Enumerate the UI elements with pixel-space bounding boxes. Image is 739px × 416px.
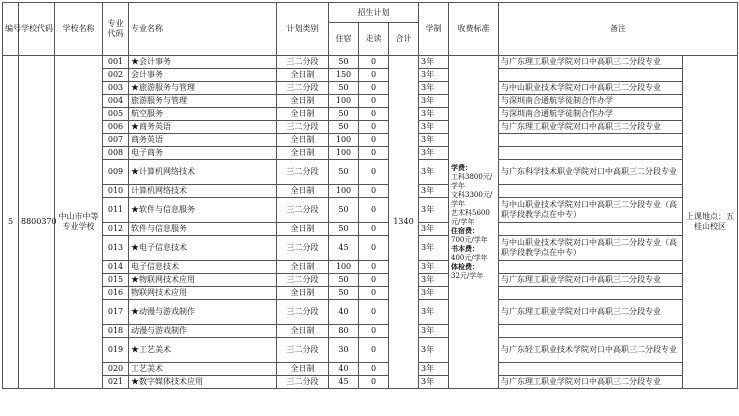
major-name: ★电子信息技术 — [129, 236, 277, 261]
day-count: 0 — [359, 236, 389, 261]
major-name: ★旅游服务与管理 — [129, 82, 277, 95]
remark: 与广东理工职业学院对口中高职三二分段专业 — [499, 376, 683, 389]
day-count: 0 — [359, 185, 389, 198]
years: 3年 — [419, 363, 449, 376]
years: 3年 — [419, 325, 449, 338]
remark: 与广东理工职业学院对口中高职三二分段专业 — [499, 300, 683, 325]
board-count: 100 — [329, 134, 359, 147]
major-name: ★工艺美术 — [129, 338, 277, 363]
major-code: 014 — [103, 261, 129, 274]
day-count: 0 — [359, 56, 389, 69]
school-code: 8800370 — [19, 56, 55, 389]
table-row — [3, 338, 738, 351]
major-name: 动漫与游戏制作 — [129, 325, 277, 338]
major-name: 旅游服务与管理 — [129, 95, 277, 108]
remark: 与深圳南合通航学徒制合作办学 — [499, 108, 683, 121]
plan-type: 全日制 — [277, 108, 329, 121]
table-row — [3, 287, 738, 300]
day-count: 0 — [359, 287, 389, 300]
table-row — [3, 134, 738, 147]
board-count: 40 — [329, 363, 359, 376]
major-code: 007 — [103, 134, 129, 147]
board-count: 50 — [329, 56, 359, 69]
tuition-eng: 工科3800元/学年 — [451, 172, 493, 190]
board-count: 45 — [329, 236, 359, 261]
remark: 与中山职业技术学院对口中高职三二分段专业（高职学段教学点在中专） — [499, 198, 683, 223]
header-fee-standard: 收费标准 — [449, 3, 499, 56]
school-name: 中山市中等专业学校 — [55, 56, 103, 389]
years: 3年 — [419, 376, 449, 389]
plan-type: 三二分段 — [277, 198, 329, 223]
years: 3年 — [419, 274, 449, 287]
years: 3年 — [419, 300, 449, 325]
years: 3年 — [419, 134, 449, 147]
day-count: 0 — [359, 121, 389, 134]
board-count: 30 — [329, 338, 359, 363]
major-code: 002 — [103, 69, 129, 82]
years: 3年 — [419, 160, 449, 185]
board-count: 100 — [329, 95, 359, 108]
remark: 与广东理工职业学院对口中高职三二分段专业 — [499, 121, 683, 134]
years: 3年 — [419, 147, 449, 160]
years: 3年 — [419, 287, 449, 300]
plan-type: 全日制 — [277, 287, 329, 300]
day-count: 0 — [359, 82, 389, 95]
major-code: 010 — [103, 185, 129, 198]
remark: 与广东理工职业学院对口中高职三二分段专业 — [499, 274, 683, 287]
table-row — [3, 363, 738, 376]
years: 3年 — [419, 56, 449, 69]
major-name: ★软件与信息服务 — [129, 198, 277, 223]
major-code: 013 — [103, 236, 129, 261]
day-count: 0 — [359, 325, 389, 338]
school-no: 5 — [3, 56, 19, 389]
remark — [499, 261, 683, 274]
board-count: 40 — [329, 300, 359, 325]
header-enroll-plan: 招生计划 — [329, 3, 419, 23]
plan-type: 三二分段 — [277, 236, 329, 261]
major-name: 商务英语 — [129, 134, 277, 147]
board-count: 50 — [329, 121, 359, 134]
plan-type: 全日制 — [277, 185, 329, 198]
years: 3年 — [419, 95, 449, 108]
plan-type: 三二分段 — [277, 82, 329, 95]
header-board: 住宿 — [329, 23, 359, 56]
plan-type: 全日制 — [277, 325, 329, 338]
table-row — [3, 236, 738, 249]
major-name: 物联网技术应用 — [129, 287, 277, 300]
day-count: 0 — [359, 160, 389, 185]
major-name: 会计事务 — [129, 69, 277, 82]
header-major-name: 专业名称 — [129, 3, 277, 56]
table-row — [3, 95, 738, 108]
major-name: ★会计事务 — [129, 56, 277, 69]
plan-type: 全日制 — [277, 363, 329, 376]
day-count: 0 — [359, 274, 389, 287]
remark: 与中山职业技术学院对口中高职三二分段专业（高职学段教学点在中专） — [499, 236, 683, 261]
board-count: 80 — [329, 325, 359, 338]
day-count: 0 — [359, 134, 389, 147]
board-count: 50 — [329, 287, 359, 300]
major-name: 电子信息技术 — [129, 261, 277, 274]
day-count: 0 — [359, 147, 389, 160]
tuition-arts: 文科3300元/学年 — [451, 190, 493, 208]
table-row — [3, 69, 738, 82]
remark: 与广东理工职业学院对口中高职三二分段专业 — [499, 56, 683, 69]
major-code: 016 — [103, 287, 129, 300]
remark — [499, 325, 683, 338]
major-code: 020 — [103, 363, 129, 376]
tuition-art: 艺术科5600元/学年 — [451, 208, 490, 226]
board-count: 100 — [329, 261, 359, 274]
table-row — [3, 185, 738, 198]
exam-value: 32元/学年 — [451, 271, 484, 280]
plan-type: 全日制 — [277, 261, 329, 274]
plan-type: 三二分段 — [277, 56, 329, 69]
years: 3年 — [419, 82, 449, 95]
plan-type: 全日制 — [277, 223, 329, 236]
lodging-label: 住宿费： — [451, 226, 480, 235]
header-no: 编号 — [3, 3, 19, 56]
day-count: 0 — [359, 261, 389, 274]
years: 3年 — [419, 338, 449, 363]
remark: 与中山职业技术学院对口中高职三二分段专业 — [499, 82, 683, 95]
header-day: 走读 — [359, 23, 389, 56]
school-total: 1340 — [389, 56, 419, 389]
remark — [499, 185, 683, 198]
major-code: 001 — [103, 56, 129, 69]
table-row — [3, 198, 738, 211]
plan-type: 三二分段 — [277, 376, 329, 389]
major-name: ★动漫与游戏制作 — [129, 300, 277, 325]
enrollment-plan-table — [2, 2, 738, 389]
table-row — [3, 274, 738, 287]
years: 3年 — [419, 261, 449, 274]
lodging-value: 700元/学年 — [451, 235, 488, 244]
major-code: 021 — [103, 376, 129, 389]
day-count: 0 — [359, 108, 389, 121]
major-code: 009 — [103, 160, 129, 185]
years: 3年 — [419, 108, 449, 121]
years: 3年 — [419, 185, 449, 198]
plan-type: 三二分段 — [277, 160, 329, 185]
major-name: ★商务英语 — [129, 121, 277, 134]
plan-type: 全日制 — [277, 134, 329, 147]
day-count: 0 — [359, 223, 389, 236]
header-total: 合计 — [389, 23, 419, 56]
plan-type: 全日制 — [277, 69, 329, 82]
campus-note: 上课地点：五桂山校区 — [683, 56, 738, 389]
major-name: 电子商务 — [129, 147, 277, 160]
major-code: 008 — [103, 147, 129, 160]
major-name: 软件与信息服务 — [129, 223, 277, 236]
years: 3年 — [419, 198, 449, 223]
major-name: 工艺美术 — [129, 363, 277, 376]
years: 3年 — [419, 236, 449, 261]
major-name: 航空服务 — [129, 108, 277, 121]
plan-type: 三二分段 — [277, 274, 329, 287]
board-count: 50 — [329, 274, 359, 287]
header-school-code: 学校代码 — [19, 3, 55, 56]
board-count: 100 — [329, 147, 359, 160]
header-plan-type: 计划类别 — [277, 3, 329, 56]
book-label: 书本费： — [451, 244, 480, 253]
major-code: 017 — [103, 300, 129, 325]
plan-type: 三二分段 — [277, 300, 329, 325]
major-name: ★数字媒体技术应用 — [129, 376, 277, 389]
table-row — [3, 160, 738, 173]
remark — [499, 223, 683, 236]
day-count: 0 — [359, 69, 389, 82]
plan-type: 全日制 — [277, 95, 329, 108]
major-name: 计算机网络技术 — [129, 185, 277, 198]
major-code: 004 — [103, 95, 129, 108]
major-code: 015 — [103, 274, 129, 287]
table-row — [3, 300, 738, 313]
board-count: 50 — [329, 223, 359, 236]
plan-type: 三二分段 — [277, 338, 329, 363]
fee-standard — [449, 56, 499, 389]
remark — [499, 69, 683, 82]
remark: 与广东科学技术职业学院对口中高职三二分段专业 — [499, 160, 683, 185]
table-row — [3, 56, 738, 69]
header-major-code: 专业代码 — [103, 3, 129, 56]
major-code: 012 — [103, 223, 129, 236]
years: 3年 — [419, 223, 449, 236]
table-row — [3, 121, 738, 134]
day-count: 0 — [359, 338, 389, 363]
exam-label: 体检费： — [451, 262, 480, 271]
day-count: 0 — [359, 95, 389, 108]
table-row — [3, 147, 738, 160]
major-name: ★物联网技术应用 — [129, 274, 277, 287]
remark — [499, 287, 683, 300]
day-count: 0 — [359, 363, 389, 376]
remark — [499, 363, 683, 376]
major-code: 003 — [103, 82, 129, 95]
major-code: 019 — [103, 338, 129, 363]
board-count: 50 — [329, 82, 359, 95]
day-count: 0 — [359, 300, 389, 325]
tuition-label: 学费： — [451, 163, 473, 172]
remark — [499, 134, 683, 147]
table-row — [3, 325, 738, 338]
board-count: 50 — [329, 108, 359, 121]
table-row — [3, 108, 738, 121]
major-name: ★计算机网络技术 — [129, 160, 277, 185]
day-count: 0 — [359, 198, 389, 223]
major-code: 006 — [103, 121, 129, 134]
header-school-name: 学校名称 — [55, 3, 103, 56]
header-years: 学制 — [419, 3, 449, 56]
years: 3年 — [419, 69, 449, 82]
board-count: 45 — [329, 376, 359, 389]
table-row — [3, 82, 738, 95]
plan-type: 全日制 — [277, 147, 329, 160]
remark — [499, 147, 683, 160]
plan-type: 三二分段 — [277, 121, 329, 134]
board-count: 50 — [329, 198, 359, 223]
years: 3年 — [419, 121, 449, 134]
day-count: 0 — [359, 376, 389, 389]
remark: 与广东轻工职业技术学院对口中高职三二分段专业 — [499, 338, 683, 363]
table-row — [3, 261, 738, 274]
remark: 与深圳南合通航学徒制合作办学 — [499, 95, 683, 108]
board-count: 50 — [329, 160, 359, 185]
major-code: 011 — [103, 198, 129, 223]
major-code: 005 — [103, 108, 129, 121]
board-count: 100 — [329, 185, 359, 198]
major-code: 018 — [103, 325, 129, 338]
table-row — [3, 223, 738, 236]
header-remark: 备注 — [499, 3, 738, 56]
board-count: 150 — [329, 69, 359, 82]
book-value: 400元/学年 — [451, 253, 488, 262]
table-row — [3, 376, 738, 389]
